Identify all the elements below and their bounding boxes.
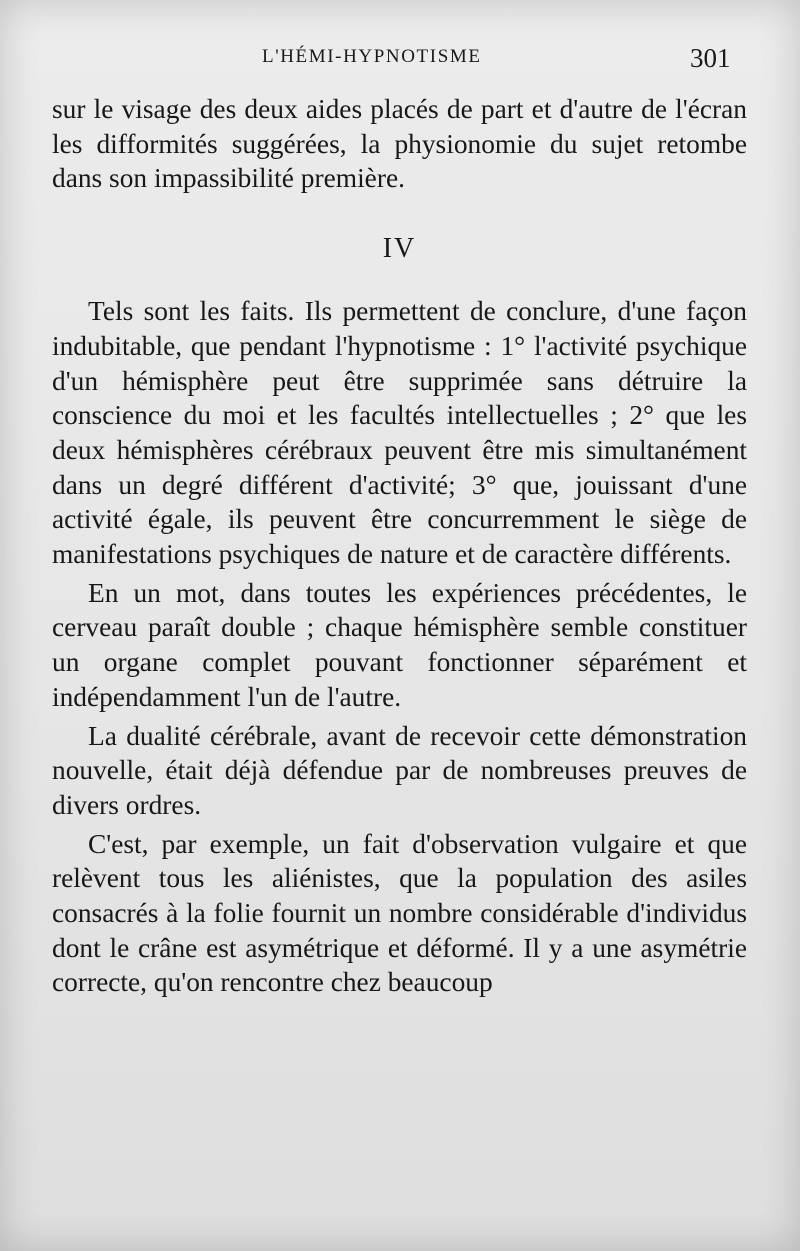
running-title: L'HÉMI-HYPNOTISME <box>262 46 482 67</box>
paragraph-double-brain: En un mot, dans toutes les expériences précédentes, le cerveau paraît double ; chaque hémisphère semble constituer un organe complet pouvant fonctionner séparément et indépendamment l'un de l'autre. <box>52 577 747 712</box>
page-number: 301 <box>690 43 731 73</box>
paragraph-continued: sur le visage des deux aides placés de part et d'autre de l'écran les difformités suggérées, la physionomie du sujet retombe dans son impassibilité première. <box>52 94 747 194</box>
paragraph-cerebral-duality: La dualité cérébrale, avant de recevoir cette démonstration nouvelle, était déjà défendue par de nombreuses preuves de divers ordres. <box>52 720 747 820</box>
paragraph-facts: Tels sont les faits. Ils permettent de conclure, d'une façon indubitable, que pendant l'hypnotisme : 1° l'activité psychique d'un hémisphère peut être supprimée sans détruire la conscience du moi et les facultés intellectuelles ; 2° que les deux hémisphères cérébraux peuvent être mis simultanément dans un degré différent d'activité; 3° que, jouissant d'une activité égale, ils peuvent être concurremment le siège de manifestations psychiques de nature et de caractère différents. <box>52 296 747 570</box>
paragraph-asymmetry: C'est, par exemple, un fait d'observation vulgaire et que relèvent tous les aliénistes, que la population des asiles consacrés à la folie fournit un nombre considérable d'individus dont le crâne est asymétrique et déformé. Il y a une asymétrie correcte, qu'on rencontre chez beaucoup <box>52 828 747 998</box>
page-header <box>0 43 800 76</box>
section-heading: IV <box>382 233 417 265</box>
body-text <box>52 92 747 1000</box>
